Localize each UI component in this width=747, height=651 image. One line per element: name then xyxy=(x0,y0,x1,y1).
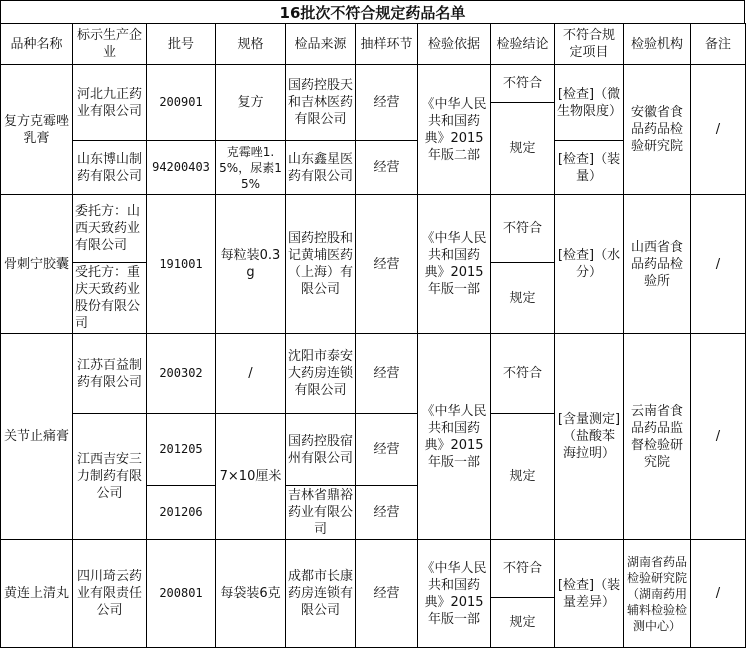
sample-source: 山东鑫星医药有限公司 xyxy=(286,141,356,195)
product-name: 复方克霉唑乳膏 xyxy=(1,65,73,195)
table-row xyxy=(1,195,746,263)
header-cell: 备注 xyxy=(691,24,746,65)
sampling-stage: 经营 xyxy=(356,414,418,486)
spec: 每袋装6克 xyxy=(216,540,286,648)
test-standard: 《中华人民共和国药典》2015年版一部 xyxy=(418,195,491,334)
maker-entrusted: 受托方：重庆天致药业股份有限公司 xyxy=(73,263,147,334)
failed-item: [检查]（装量差异） xyxy=(555,540,624,648)
sampling-stage: 经营 xyxy=(356,195,418,334)
sampling-stage: 经营 xyxy=(356,141,418,195)
conclusion: 不符合 xyxy=(491,540,555,598)
header-cell: 检验依据 xyxy=(418,24,491,65)
sample-source: 国药控股天和吉林医药有限公司 xyxy=(286,65,356,141)
header-cell: 批号 xyxy=(147,24,216,65)
sample-source: 成都市长康药房连锁有限公司 xyxy=(286,540,356,648)
batch-number: 201205 xyxy=(147,414,216,486)
remark: / xyxy=(691,540,746,648)
header-cell: 检验结论 xyxy=(491,24,555,65)
test-agency: 山西省食品药品检验所 xyxy=(624,195,691,334)
test-agency: 云南省食品药品监督检验研究院 xyxy=(624,334,691,540)
conclusion: 规定 xyxy=(491,263,555,334)
product-name: 关节止痛膏 xyxy=(1,334,73,540)
sample-source: 沈阳市泰安大药房连锁有限公司 xyxy=(286,334,356,414)
maker: 山东博山制药有限公司 xyxy=(73,141,147,195)
header-cell: 不符合规定项目 xyxy=(555,24,624,65)
conclusion: 不符合 xyxy=(491,65,555,103)
batch-number: 191001 xyxy=(147,195,216,334)
batch-number: 200901 xyxy=(147,65,216,141)
header-cell: 抽样环节 xyxy=(356,24,418,65)
table-title: 16批次不符合规定药品名单 xyxy=(0,0,745,24)
product-name: 黄连上清丸 xyxy=(1,540,73,648)
header-cell: 检验机构 xyxy=(624,24,691,65)
spec: 复方 xyxy=(216,65,286,141)
failed-item: [检查]（装量） xyxy=(555,141,624,195)
header-cell: 检品来源 xyxy=(286,24,356,65)
conclusion: 不符合 xyxy=(491,334,555,414)
header-cell: 标示生产企业 xyxy=(73,24,147,65)
sampling-stage: 经营 xyxy=(356,65,418,141)
sample-source: 国药控股和记黄埔医药（上海）有限公司 xyxy=(286,195,356,334)
test-standard: 《中华人民共和国药典》2015年版一部 xyxy=(418,334,491,540)
table-row xyxy=(1,65,746,103)
conclusion: 不符合 xyxy=(491,195,555,263)
remark: / xyxy=(691,334,746,540)
failed-item: [含量测定]（盐酸苯海拉明） xyxy=(555,334,624,540)
maker: 江苏百益制药有限公司 xyxy=(73,334,147,414)
batch-number: 201206 xyxy=(147,486,216,540)
remark: / xyxy=(691,65,746,195)
drug-list-table xyxy=(0,23,746,648)
sample-source: 国药控股宿州有限公司 xyxy=(286,414,356,486)
maker: 河北九正药业有限公司 xyxy=(73,65,147,141)
test-agency: 湖南省药品检验研究院（湖南药用辅料检验检测中心） xyxy=(624,540,691,648)
test-standard: 《中华人民共和国药典》2015年版二部 xyxy=(418,65,491,195)
failed-item: [检查]（微生物限度） xyxy=(555,65,624,141)
batch-number: 94200403 xyxy=(147,141,216,195)
sample-source: 吉林省鼎裕药业有限公司 xyxy=(286,486,356,540)
test-standard: 《中华人民共和国药典》2015年版一部 xyxy=(418,540,491,648)
spec: 7×10厘米 xyxy=(216,414,286,540)
header-cell: 品种名称 xyxy=(1,24,73,65)
spec: 每粒装0.3g xyxy=(216,195,286,334)
spec: / xyxy=(216,334,286,414)
table-row xyxy=(1,334,746,372)
header-cell: 规格 xyxy=(216,24,286,65)
header-row xyxy=(1,24,746,65)
batch-number: 200302 xyxy=(147,334,216,414)
product-name: 骨刺宁胶囊 xyxy=(1,195,73,334)
table-row xyxy=(1,540,746,598)
conclusion: 规定 xyxy=(491,103,555,195)
maker: 四川琦云药业有限责任公司 xyxy=(73,540,147,648)
conclusion: 规定 xyxy=(491,414,555,540)
test-agency: 安徽省食品药品检验研究院 xyxy=(624,65,691,195)
remark: / xyxy=(691,195,746,334)
spec: 克霉唑1.5%，尿素15% xyxy=(216,141,286,195)
batch-number: 200801 xyxy=(147,540,216,648)
sampling-stage: 经营 xyxy=(356,540,418,648)
maker-entrusting: 委托方：山西天致药业有限公司 xyxy=(73,195,147,263)
maker: 江西吉安三力制药有限公司 xyxy=(73,414,147,540)
failed-item: [检查]（水分） xyxy=(555,195,624,334)
conclusion: 规定 xyxy=(491,598,555,648)
sampling-stage: 经营 xyxy=(356,334,418,414)
sampling-stage: 经营 xyxy=(356,486,418,540)
